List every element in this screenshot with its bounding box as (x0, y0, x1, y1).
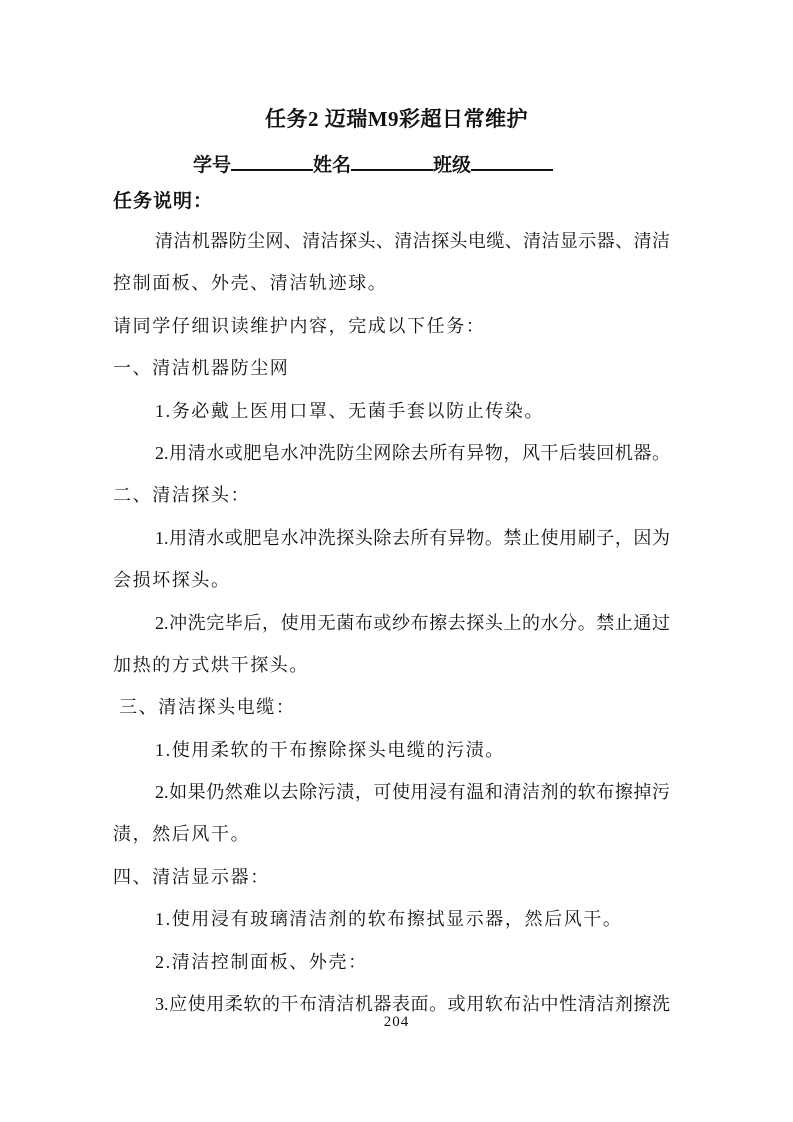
body-line: 2.如果仍然难以去除污渍，可使用浸有温和清洁剂的软布擦掉污 (155, 782, 670, 803)
body-line: 渍，然后风干。 (113, 824, 251, 845)
body-line: 控制面板、外壳、清洁轨迹球。 (113, 273, 388, 294)
body-line: 四、清洁显示器： (113, 866, 270, 887)
body-line: 1.务必戴上医用口罩、无菌手套以防止传染。 (155, 400, 545, 421)
body-line: 二、清洁探头： (113, 485, 251, 506)
student-id-label: 学号 (193, 155, 232, 176)
page-number: 204 (383, 1014, 410, 1030)
task-description-heading: 任务说明： (113, 191, 214, 212)
body-line: 1.用清水或肥皂水冲洗探头除去所有异物。禁止使用刷子，因为 (155, 527, 670, 548)
student-class-blank (471, 152, 553, 171)
student-class-label: 班级 (433, 155, 472, 176)
body-line: 2.冲洗完毕后，使用无菌布或纱布擦去探头上的水分。禁止通过 (155, 612, 670, 633)
student-name-blank (351, 152, 433, 171)
body-line: 一、清洁机器防尘网 (113, 358, 290, 379)
body-line: 三、清洁探头电缆： (113, 697, 296, 718)
body-line: 3.应使用柔软的干布清洁机器表面。或用软布沾中性清洁剂擦洗 (155, 994, 670, 1015)
student-id-blank (231, 152, 313, 171)
student-name-label: 姓名 (313, 155, 352, 176)
body-line: 清洁机器防尘网、清洁探头、清洁探头电缆、清洁显示器、清洁 (155, 231, 670, 251)
body-line: 1.使用浸有玻璃清洁剂的软布擦拭显示器，然后风干。 (155, 909, 623, 930)
body-line: 加热的方式烘干探头。 (113, 654, 309, 675)
body-line: 会损坏探头。 (113, 570, 231, 591)
body-line: 2.用清水或肥皂水冲洗防尘网除去所有异物，风干后装回机器。 (155, 442, 670, 463)
body-line: 请同学仔细识读维护内容，完成以下任务： (113, 315, 486, 336)
body-line: 2.清洁控制面板、外壳： (155, 951, 368, 972)
student-info-line (193, 152, 553, 179)
page-title: 任务2 迈瑞M9彩超日常维护 (264, 107, 529, 131)
body-line: 1.使用柔软的干布擦除探头电缆的污渍。 (155, 739, 505, 760)
body-text (113, 220, 670, 1025)
